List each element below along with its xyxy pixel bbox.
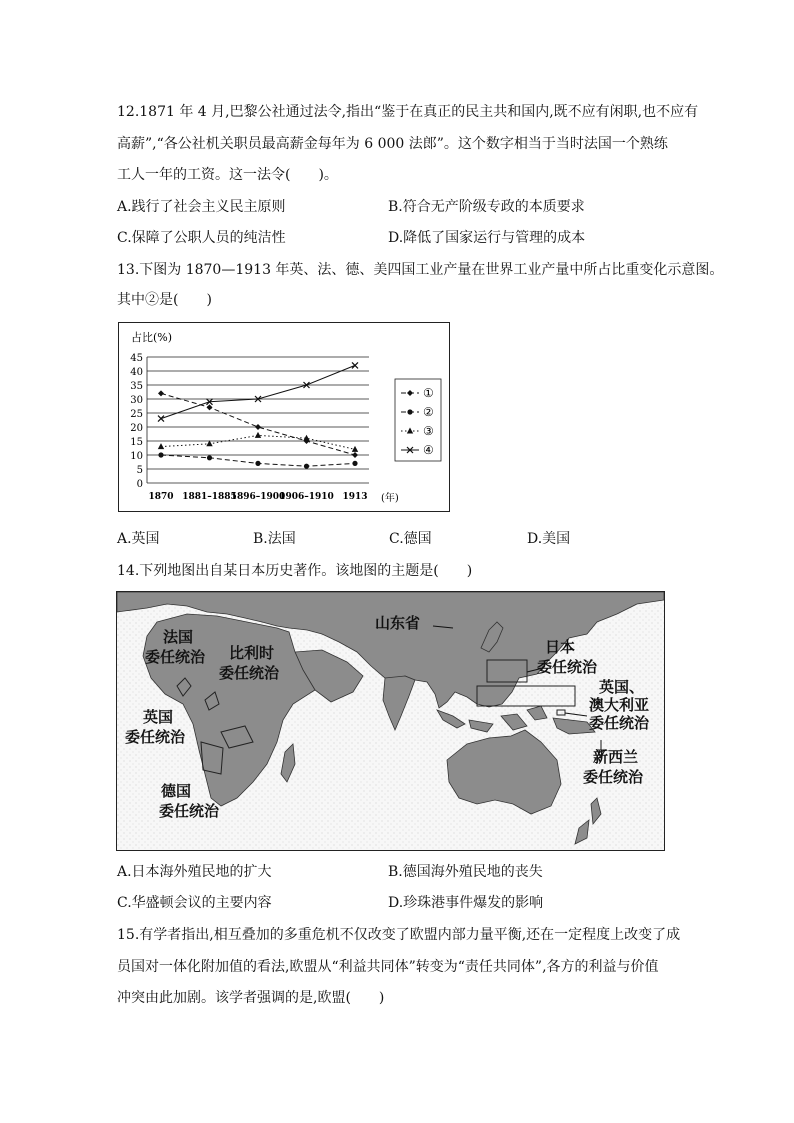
q13-line-2: 其中②是( ) xyxy=(117,292,212,308)
label-belgium-1: 比利时 xyxy=(229,644,275,662)
legend-label: ① xyxy=(423,386,434,400)
chart-canvas xyxy=(119,323,449,511)
label-germany-1: 德国 xyxy=(161,782,192,800)
series-3-point xyxy=(255,432,261,438)
legend-label: ③ xyxy=(423,424,434,438)
label-nz-1: 新西兰 xyxy=(593,748,639,766)
series-4-point xyxy=(352,362,358,368)
industry-share-chart xyxy=(118,322,450,512)
map-canvas xyxy=(117,592,664,850)
q12-option-c[interactable]: C.保障了公职人员的纯洁性 xyxy=(117,230,286,246)
mandate-map xyxy=(116,591,665,851)
y-tick-label: 25 xyxy=(130,409,143,420)
series-3-point xyxy=(352,446,358,452)
label-britain-2: 委任统治 xyxy=(125,728,186,746)
q12-option-d[interactable]: D.降低了国家运行与管理的成本 xyxy=(388,230,586,246)
legend-box xyxy=(395,379,441,461)
q13-option-a[interactable]: A.英国 xyxy=(117,531,160,547)
x-tick-label: 1913 xyxy=(342,492,368,502)
q14-option-d[interactable]: D.珍珠港事件爆发的影响 xyxy=(388,895,544,911)
q15-line-2: 员国对一体化附加值的看法,欧盟从“利益共同体”转变为“责任共同体”,各方的利益与价值 xyxy=(117,959,659,975)
q12-line-3: 工人一年的工资。这一法令( )。 xyxy=(117,167,338,183)
series-2-point xyxy=(255,461,260,466)
q13-option-b[interactable]: B.法国 xyxy=(253,531,296,547)
series-2-point xyxy=(207,455,212,460)
series-2-point xyxy=(158,452,163,457)
legend-label: ④ xyxy=(423,443,434,457)
y-tick-label: 45 xyxy=(130,353,143,364)
label-nz-2: 委任统治 xyxy=(583,768,644,786)
series-3-point xyxy=(158,443,164,449)
y-tick-label: 35 xyxy=(130,381,143,392)
label-aus-2: 澳大利亚 xyxy=(589,696,650,714)
series-line-4 xyxy=(161,365,355,418)
label-germany-2: 委任统治 xyxy=(159,802,220,820)
q13-option-c[interactable]: C.德国 xyxy=(389,531,432,547)
label-britain-1: 英国 xyxy=(143,708,174,726)
series-4-point xyxy=(158,416,164,422)
x-tick-label: 1906–1910 xyxy=(279,492,334,502)
q15-line-3: 冲突由此加剧。该学者强调的是,欧盟( ) xyxy=(117,990,385,1006)
x-tick-label: 1870 xyxy=(148,492,174,502)
q14-option-b[interactable]: B.德国海外殖民地的丧失 xyxy=(388,864,543,880)
q15-line-1: 15.有学者指出,相互叠加的多重危机不仅改变了欧盟内部力量平衡,还在一定程度上改变了成 xyxy=(117,927,681,943)
q12-line-1: 12.1871 年 4 月,巴黎公社通过法令,指出“鉴于在真正的民主共和国内,既不应有闲职,也不应有 xyxy=(117,104,699,120)
label-france-2: 委任统治 xyxy=(145,648,206,666)
y-tick-label: 0 xyxy=(136,479,143,490)
q14-option-a[interactable]: A.日本海外殖民地的扩大 xyxy=(117,864,272,880)
label-japan-1: 日本 xyxy=(545,638,576,656)
q12-option-b[interactable]: B.符合无产阶级专政的本质要求 xyxy=(388,199,585,215)
series-2-point xyxy=(304,464,309,469)
label-japan-2: 委任统治 xyxy=(537,658,598,676)
x-tick-label: 1896–1900 xyxy=(230,492,286,502)
series-1-point xyxy=(352,452,358,458)
q13-line-1: 13.下图为 1870—1913 年英、法、德、美四国工业产量在世界工业产量中所占比重变化示意图。 xyxy=(117,262,724,278)
legend-label: ② xyxy=(423,405,434,419)
y-tick-label: 15 xyxy=(130,437,143,448)
chart-xlabel: (年) xyxy=(381,493,399,504)
label-aus-3: 委任统治 xyxy=(589,714,650,732)
q13-option-d[interactable]: D.美国 xyxy=(527,531,571,547)
label-belgium-2: 委任统治 xyxy=(219,664,280,682)
label-aus-1: 英国、 xyxy=(599,678,645,696)
q14-option-c[interactable]: C.华盛顿会议的主要内容 xyxy=(117,895,272,911)
chart-ylabel: 占比(%) xyxy=(131,331,173,344)
series-2-point xyxy=(352,461,357,466)
q12-option-a[interactable]: A.践行了社会主义民主原则 xyxy=(117,199,286,215)
series-1-point xyxy=(207,404,213,410)
series-1-point xyxy=(158,390,164,396)
y-tick-label: 40 xyxy=(130,367,143,378)
y-tick-label: 20 xyxy=(130,423,143,434)
legend-marker xyxy=(407,409,412,414)
y-tick-label: 10 xyxy=(130,451,143,462)
y-tick-label: 30 xyxy=(130,395,143,406)
label-france-1: 法国 xyxy=(163,628,194,646)
label-shandong: 山东省 xyxy=(375,614,421,632)
series-1-point xyxy=(255,424,261,430)
q14-line: 14.下列地图出自某日本历史著作。该地图的主题是( ) xyxy=(117,563,473,579)
q12-line-2: 高薪”,“各公社机关职员最高薪金每年为 6 000 法郎”。这个数字相当于当时法国一个熟练 xyxy=(117,136,668,152)
x-tick-label: 1881–1885 xyxy=(182,492,237,502)
y-tick-label: 5 xyxy=(136,465,143,476)
